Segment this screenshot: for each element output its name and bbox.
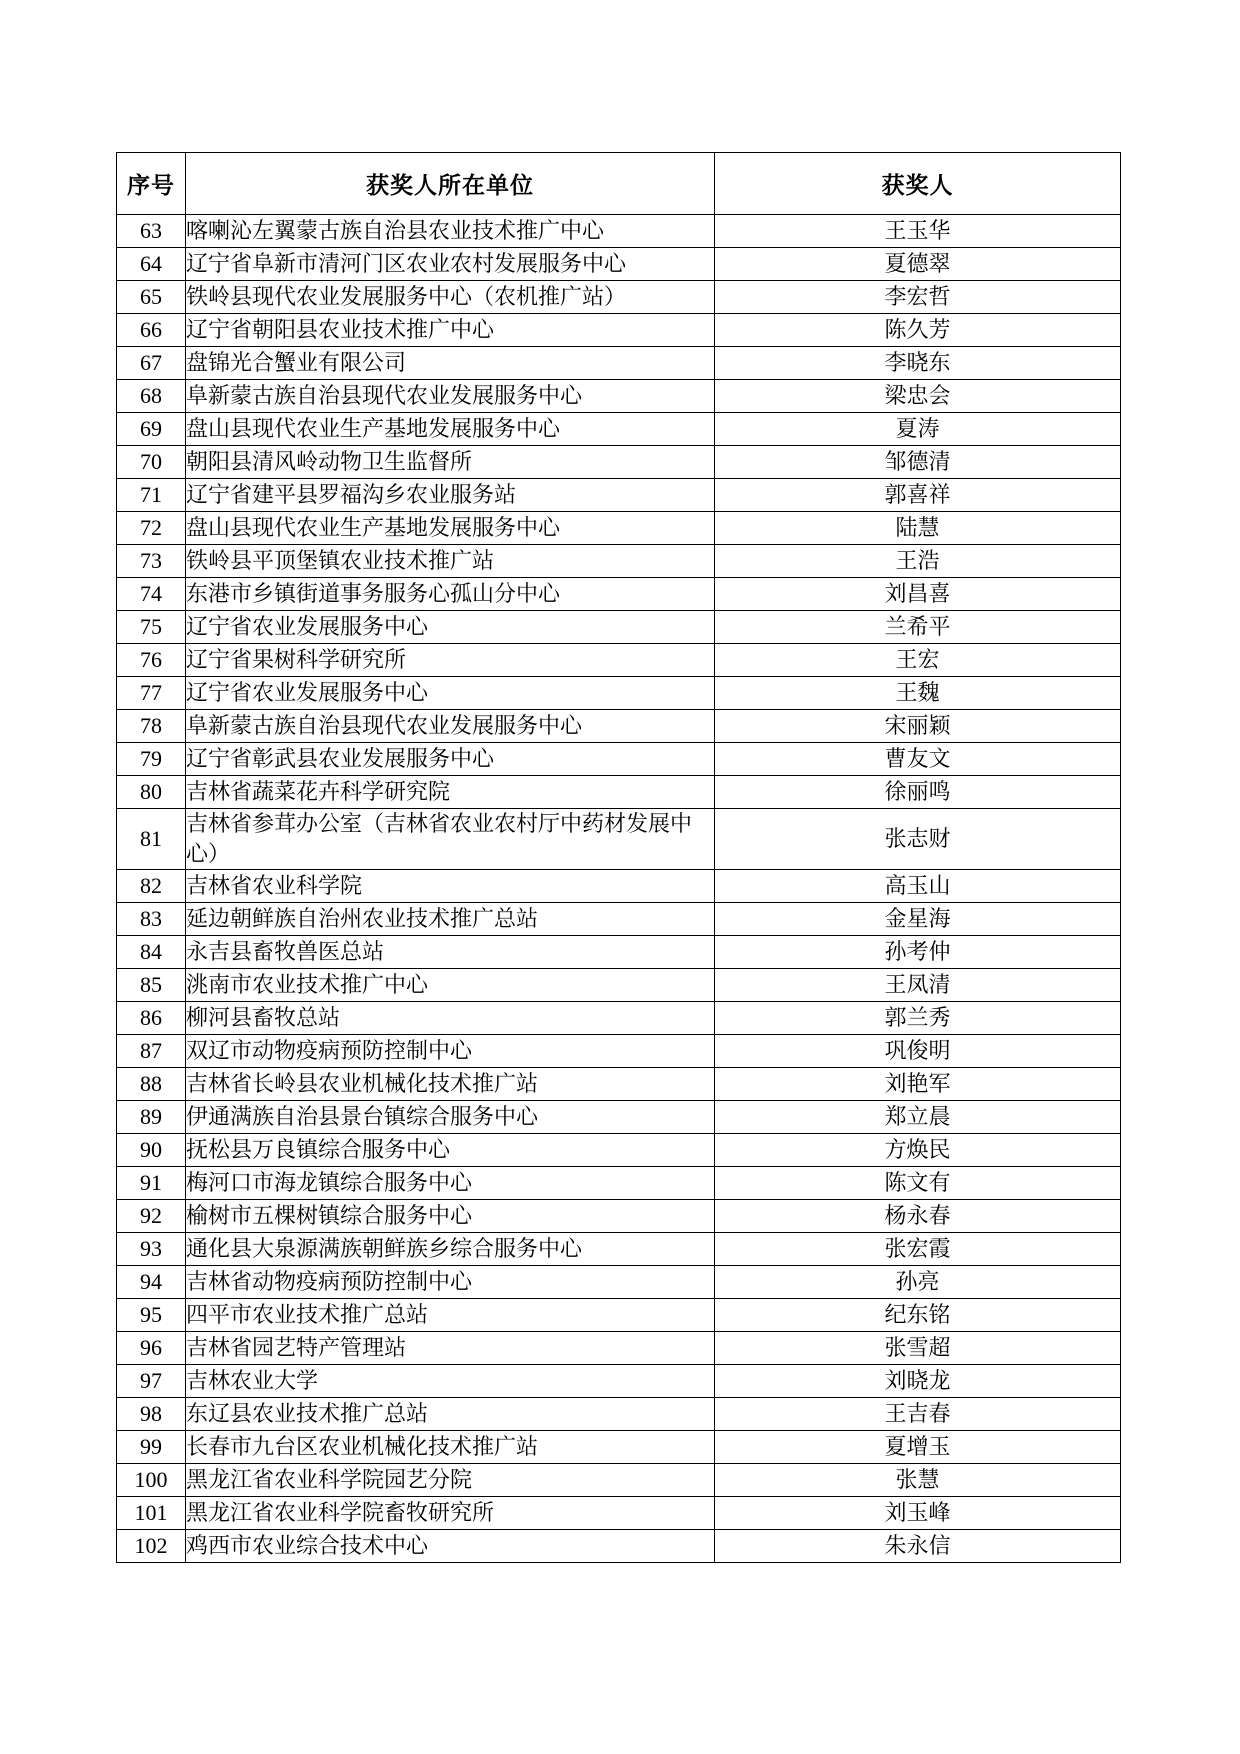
cell-no: 79 [117, 743, 186, 776]
cell-unit: 辽宁省果树科学研究所 [186, 644, 715, 677]
cell-no: 86 [117, 1002, 186, 1035]
cell-no: 97 [117, 1365, 186, 1398]
cell-unit: 洮南市农业技术推广中心 [186, 969, 715, 1002]
cell-name: 王玉华 [715, 215, 1121, 248]
cell-name: 刘玉峰 [715, 1497, 1121, 1530]
table-row [117, 969, 1121, 1002]
col-header-no: 序号 [117, 153, 186, 215]
table-row [117, 644, 1121, 677]
cell-name: 李宏哲 [715, 281, 1121, 314]
cell-unit: 盘锦光合蟹业有限公司 [186, 347, 715, 380]
table-row [117, 578, 1121, 611]
cell-name: 夏增玉 [715, 1431, 1121, 1464]
cell-unit: 吉林省参茸办公室（吉林省农业农村厅中药材发展中心） [186, 809, 715, 870]
cell-name: 张慧 [715, 1464, 1121, 1497]
cell-no: 71 [117, 479, 186, 512]
awards-table [116, 152, 1120, 1563]
cell-no: 74 [117, 578, 186, 611]
table-row [117, 215, 1121, 248]
cell-no: 70 [117, 446, 186, 479]
cell-no: 102 [117, 1530, 186, 1563]
cell-no: 101 [117, 1497, 186, 1530]
cell-name: 徐丽鸣 [715, 776, 1121, 809]
table-row [117, 611, 1121, 644]
cell-no: 73 [117, 545, 186, 578]
cell-no: 87 [117, 1035, 186, 1068]
table-row [117, 248, 1121, 281]
cell-unit: 东辽县农业技术推广总站 [186, 1398, 715, 1431]
cell-name: 王宏 [715, 644, 1121, 677]
cell-no: 63 [117, 215, 186, 248]
cell-name: 巩俊明 [715, 1035, 1121, 1068]
cell-no: 81 [117, 809, 186, 870]
cell-unit: 辽宁省彰武县农业发展服务中心 [186, 743, 715, 776]
table-row [117, 281, 1121, 314]
cell-no: 69 [117, 413, 186, 446]
cell-unit: 盘山县现代农业生产基地发展服务中心 [186, 512, 715, 545]
cell-unit: 吉林省长岭县农业机械化技术推广站 [186, 1068, 715, 1101]
cell-no: 83 [117, 903, 186, 936]
cell-no: 64 [117, 248, 186, 281]
cell-name: 高玉山 [715, 870, 1121, 903]
table-row [117, 1332, 1121, 1365]
table-row [117, 870, 1121, 903]
cell-name: 王魏 [715, 677, 1121, 710]
table-row [117, 479, 1121, 512]
table-row [117, 545, 1121, 578]
cell-unit: 辽宁省建平县罗福沟乡农业服务站 [186, 479, 715, 512]
cell-unit: 延边朝鲜族自治州农业技术推广总站 [186, 903, 715, 936]
cell-no: 66 [117, 314, 186, 347]
cell-name: 梁忠会 [715, 380, 1121, 413]
cell-name: 孙亮 [715, 1266, 1121, 1299]
cell-no: 100 [117, 1464, 186, 1497]
cell-unit: 辽宁省农业发展服务中心 [186, 677, 715, 710]
cell-unit: 铁岭县平顶堡镇农业技术推广站 [186, 545, 715, 578]
cell-name: 方焕民 [715, 1134, 1121, 1167]
cell-unit: 朝阳县清风岭动物卫生监督所 [186, 446, 715, 479]
table-row [117, 1134, 1121, 1167]
cell-name: 王吉春 [715, 1398, 1121, 1431]
cell-unit: 吉林省园艺特产管理站 [186, 1332, 715, 1365]
cell-name: 李晓东 [715, 347, 1121, 380]
cell-no: 94 [117, 1266, 186, 1299]
table-row [117, 903, 1121, 936]
table-row [117, 710, 1121, 743]
table-row [117, 1233, 1121, 1266]
cell-name: 杨永春 [715, 1200, 1121, 1233]
table-row [117, 1299, 1121, 1332]
cell-no: 76 [117, 644, 186, 677]
cell-unit: 榆树市五棵树镇综合服务中心 [186, 1200, 715, 1233]
cell-no: 80 [117, 776, 186, 809]
cell-unit: 辽宁省朝阳县农业技术推广中心 [186, 314, 715, 347]
cell-unit: 辽宁省阜新市清河门区农业农村发展服务中心 [186, 248, 715, 281]
cell-no: 78 [117, 710, 186, 743]
cell-name: 兰希平 [715, 611, 1121, 644]
table-row [117, 314, 1121, 347]
table-row [117, 1431, 1121, 1464]
table-row [117, 1200, 1121, 1233]
cell-no: 91 [117, 1167, 186, 1200]
cell-name: 金星海 [715, 903, 1121, 936]
cell-no: 96 [117, 1332, 186, 1365]
table-row [117, 1365, 1121, 1398]
cell-unit: 伊通满族自治县景台镇综合服务中心 [186, 1101, 715, 1134]
table-row [117, 936, 1121, 969]
cell-unit: 黑龙江省农业科学院畜牧研究所 [186, 1497, 715, 1530]
table-row [117, 1497, 1121, 1530]
cell-unit: 东港市乡镇街道事务服务心孤山分中心 [186, 578, 715, 611]
cell-name: 朱永信 [715, 1530, 1121, 1563]
cell-no: 77 [117, 677, 186, 710]
cell-name: 刘晓龙 [715, 1365, 1121, 1398]
cell-name: 陈久芳 [715, 314, 1121, 347]
cell-name: 刘艳军 [715, 1068, 1121, 1101]
table-row [117, 1266, 1121, 1299]
table-row [117, 380, 1121, 413]
cell-no: 95 [117, 1299, 186, 1332]
table-row [117, 413, 1121, 446]
table-row [117, 1167, 1121, 1200]
cell-no: 72 [117, 512, 186, 545]
cell-name: 郭喜祥 [715, 479, 1121, 512]
table-row [117, 1398, 1121, 1431]
cell-no: 68 [117, 380, 186, 413]
cell-no: 89 [117, 1101, 186, 1134]
cell-unit: 盘山县现代农业生产基地发展服务中心 [186, 413, 715, 446]
cell-no: 99 [117, 1431, 186, 1464]
table-row [117, 1002, 1121, 1035]
table-row [117, 512, 1121, 545]
cell-name: 王凤清 [715, 969, 1121, 1002]
table-row [117, 1530, 1121, 1563]
table-body [117, 215, 1121, 1563]
cell-unit: 梅河口市海龙镇综合服务中心 [186, 1167, 715, 1200]
cell-unit: 鸡西市农业综合技术中心 [186, 1530, 715, 1563]
cell-unit: 双辽市动物疫病预防控制中心 [186, 1035, 715, 1068]
cell-name: 陆慧 [715, 512, 1121, 545]
cell-no: 90 [117, 1134, 186, 1167]
cell-no: 93 [117, 1233, 186, 1266]
cell-unit: 永吉县畜牧兽医总站 [186, 936, 715, 969]
cell-unit: 喀喇沁左翼蒙古族自治县农业技术推广中心 [186, 215, 715, 248]
table-row [117, 1464, 1121, 1497]
awards-table-grid [116, 152, 1121, 1563]
table-row [117, 446, 1121, 479]
cell-unit: 吉林省动物疫病预防控制中心 [186, 1266, 715, 1299]
cell-name: 纪东铭 [715, 1299, 1121, 1332]
cell-name: 曹友文 [715, 743, 1121, 776]
cell-unit: 铁岭县现代农业发展服务中心（农机推广站） [186, 281, 715, 314]
cell-unit: 长春市九台区农业机械化技术推广站 [186, 1431, 715, 1464]
col-header-name: 获奖人 [715, 153, 1121, 215]
cell-unit: 辽宁省农业发展服务中心 [186, 611, 715, 644]
cell-name: 张志财 [715, 809, 1121, 870]
cell-no: 67 [117, 347, 186, 380]
cell-unit: 吉林省农业科学院 [186, 870, 715, 903]
cell-no: 65 [117, 281, 186, 314]
cell-name: 夏德翠 [715, 248, 1121, 281]
header-row [117, 153, 1121, 215]
table-row [117, 347, 1121, 380]
cell-unit: 黑龙江省农业科学院园艺分院 [186, 1464, 715, 1497]
cell-name: 王浩 [715, 545, 1121, 578]
cell-unit: 通化县大泉源满族朝鲜族乡综合服务中心 [186, 1233, 715, 1266]
table-row [117, 1035, 1121, 1068]
cell-no: 75 [117, 611, 186, 644]
cell-unit: 阜新蒙古族自治县现代农业发展服务中心 [186, 710, 715, 743]
cell-no: 85 [117, 969, 186, 1002]
cell-name: 郭兰秀 [715, 1002, 1121, 1035]
cell-no: 82 [117, 870, 186, 903]
cell-name: 孙考仲 [715, 936, 1121, 969]
table-row [117, 809, 1121, 870]
cell-unit: 柳河县畜牧总站 [186, 1002, 715, 1035]
cell-no: 84 [117, 936, 186, 969]
cell-unit: 阜新蒙古族自治县现代农业发展服务中心 [186, 380, 715, 413]
cell-name: 张雪超 [715, 1332, 1121, 1365]
cell-unit: 吉林农业大学 [186, 1365, 715, 1398]
cell-name: 陈文有 [715, 1167, 1121, 1200]
table-row [117, 743, 1121, 776]
cell-name: 宋丽颖 [715, 710, 1121, 743]
cell-unit: 四平市农业技术推广总站 [186, 1299, 715, 1332]
cell-unit: 抚松县万良镇综合服务中心 [186, 1134, 715, 1167]
table-header [117, 153, 1121, 215]
cell-name: 郑立晨 [715, 1101, 1121, 1134]
cell-no: 88 [117, 1068, 186, 1101]
cell-unit: 吉林省蔬菜花卉科学研究院 [186, 776, 715, 809]
table-row [117, 677, 1121, 710]
cell-name: 张宏霞 [715, 1233, 1121, 1266]
table-row [117, 1101, 1121, 1134]
cell-no: 92 [117, 1200, 186, 1233]
table-row [117, 776, 1121, 809]
table-row [117, 1068, 1121, 1101]
cell-name: 夏涛 [715, 413, 1121, 446]
cell-no: 98 [117, 1398, 186, 1431]
col-header-unit: 获奖人所在单位 [186, 153, 715, 215]
cell-name: 邹德清 [715, 446, 1121, 479]
cell-name: 刘昌喜 [715, 578, 1121, 611]
